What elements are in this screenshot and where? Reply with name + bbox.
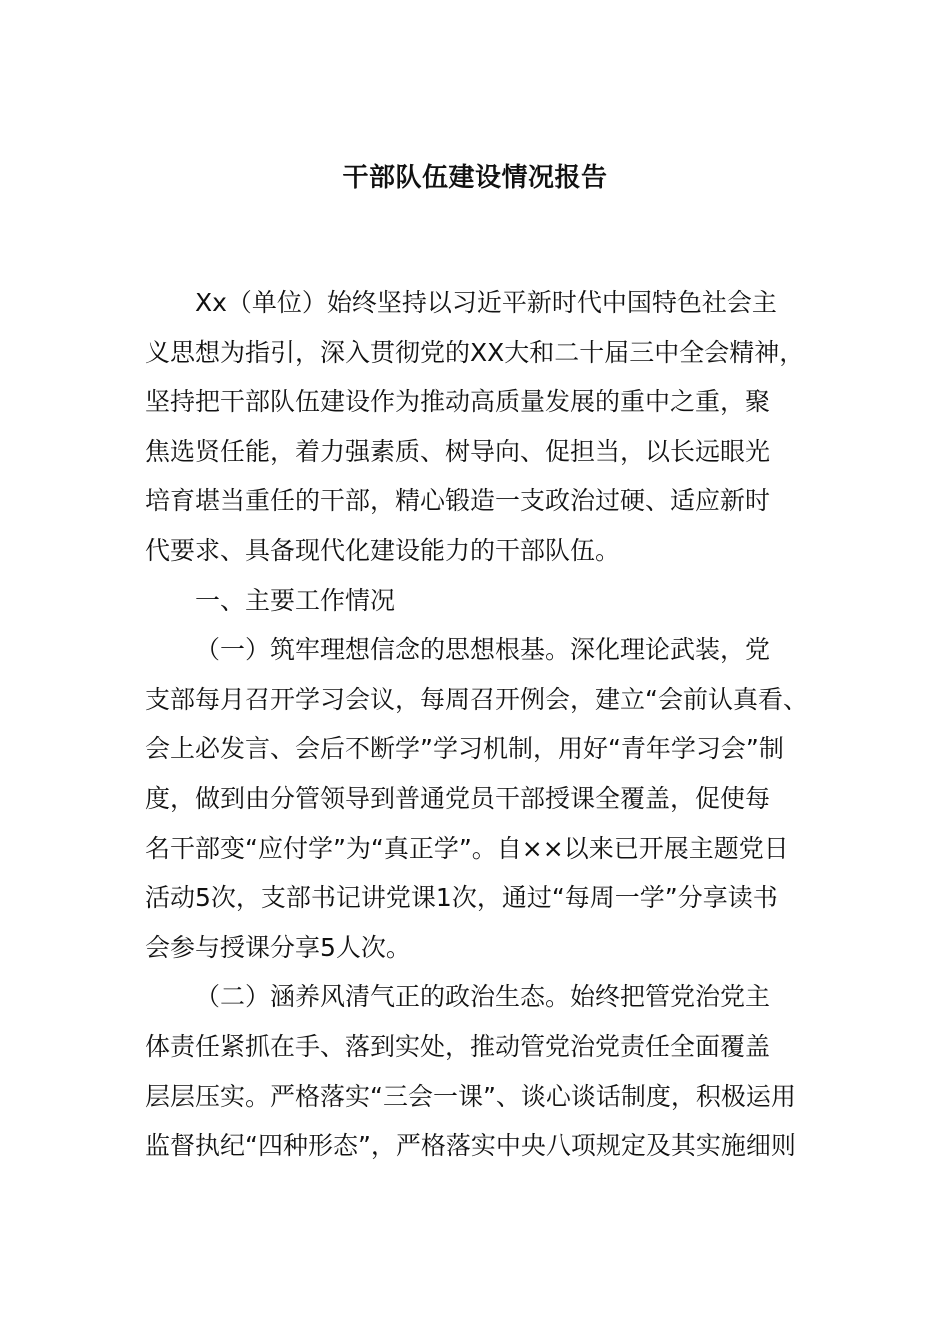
body-line: 一、主要工作情况 [195,586,396,615]
body-line: （一）筑牢理想信念的思想根基。深化理论武装，党 [195,635,771,664]
body-line: 名干部变“应付学”为“真正学”。自××以来已开展主题党日 [145,834,789,863]
body-line: 支部每月召开学习会议，每周召开例会，建立“会前认真看、 [145,685,808,714]
body-line: 体责任紧抓在手、落到实处，推动管党治党责任全面覆盖 [145,1032,771,1061]
body-line: 会参与授课分享5人次。 [145,933,411,962]
body-line: 会上必发言、会后不断学”学习机制，用好“青年学习会”制 [145,734,784,763]
body-line: （二）涵养风清气正的政治生态。始终把管党治党主 [195,982,771,1011]
document-title: 干部队伍建设情况报告 [342,163,608,193]
body-line: 培育堪当重任的干部，精心锻造一支政治过硬、适应新时 [145,486,771,515]
body-line: 监督执纪“四种形态”，严格落实中央八项规定及其实施细则 [145,1131,796,1160]
body-line: 义思想为指引，深入贯彻党的XX大和二十届三中全会精神， [145,338,805,367]
body-line: 坚持把干部队伍建设作为推动高质量发展的重中之重，聚 [145,387,771,416]
body-line: 代要求、具备现代化建设能力的干部队伍。 [145,536,621,565]
body-line: Xx（单位）始终坚持以习近平新时代中国特色社会主 [195,288,777,317]
body-line: 活动5次，支部书记讲党课1次，通过“每周一学”分享读书 [145,883,778,912]
body-line: 焦选贤任能，着力强素质、树导向、促担当，以长远眼光 [145,437,771,466]
body-line: 层层压实。严格落实“三会一课”、谈心谈话制度，积极运用 [145,1082,796,1111]
body-line: 度，做到由分管领导到普通党员干部授课全覆盖，促使每 [145,784,771,813]
